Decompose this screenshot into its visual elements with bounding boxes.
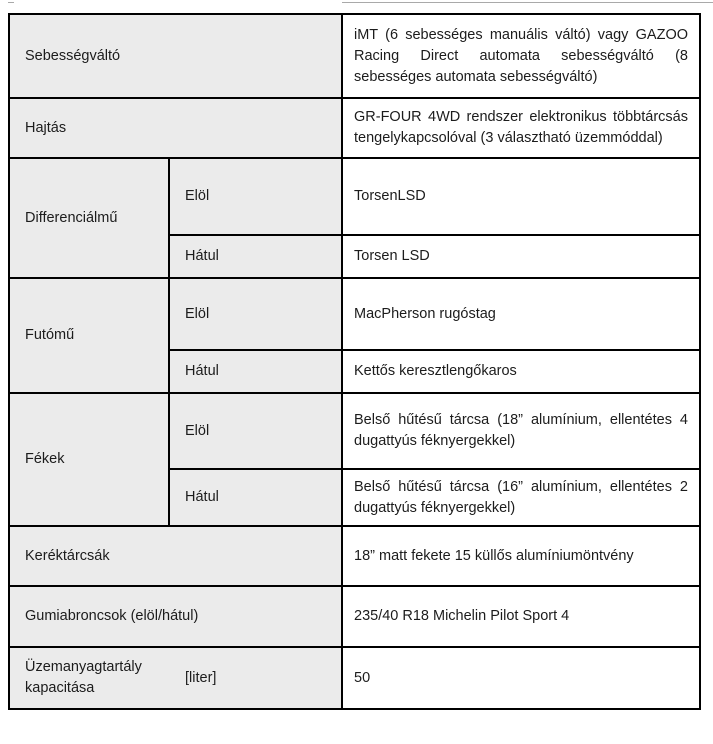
row-differential-front: [9, 158, 700, 235]
suspension-label-cell: Futómű: [9, 278, 169, 393]
differential-front-value-cell: TorsenLSD: [342, 158, 700, 235]
brakes-label-cell: Fékek: [9, 393, 169, 526]
vehicle-spec-table: [8, 13, 701, 710]
gearbox-value-cell: iMT (6 sebességes manuális váltó) vagy GAZOO Racing Direct automata sebességváltó (8 sebességes automata sebességváltó): [342, 14, 700, 98]
fuel-tank-unit: [liter]: [185, 669, 217, 686]
row-wheels: [9, 526, 700, 586]
tyres-label-cell: Gumiabroncsok (elöl/hátul): [9, 586, 342, 647]
gearbox-label-cell: Sebességváltó: [9, 14, 342, 98]
suspension-rear-value-cell: Kettős keresztlengőkaros: [342, 350, 700, 393]
brakes-rear-sublabel-cell: Hátul: [169, 469, 342, 526]
row-fuel-tank: [9, 647, 700, 709]
drivetrain-value-cell: GR-FOUR 4WD rendszer elektronikus többtárcsás tengelykapcsolóval (3 választható üzemmóddal): [342, 98, 700, 158]
fuel-tank-value-cell: 50: [342, 647, 700, 709]
row-tyres: [9, 586, 700, 647]
fuel-tank-label: Üzemanyagtartály kapacitása: [25, 659, 142, 696]
row-drivetrain: [9, 98, 700, 158]
drivetrain-label-cell: Hajtás: [9, 98, 342, 158]
row-gearbox: [9, 14, 700, 98]
differential-label-cell: Differenciálmű: [9, 158, 169, 278]
row-brakes-front: [9, 393, 700, 469]
suspension-front-sublabel-cell: Elöl: [169, 278, 342, 350]
crop-artifact-tick: [8, 2, 14, 3]
tyres-value-cell: 235/40 R18 Michelin Pilot Sport 4: [342, 586, 700, 647]
brakes-front-sublabel-cell: Elöl: [169, 393, 342, 469]
crop-artifact-line: [342, 2, 713, 3]
fuel-tank-label-group: [25, 657, 331, 699]
wheels-label-cell: Keréktárcsák: [9, 526, 342, 586]
fuel-tank-label-cell: [9, 647, 342, 709]
wheels-value-cell: 18” matt fekete 15 küllős alumíniumöntvény: [342, 526, 700, 586]
brakes-rear-value-cell: Belső hűtésű tárcsa (16” alumínium, ellentétes 2 dugattyús féknyergekkel): [342, 469, 700, 526]
differential-rear-sublabel-cell: Hátul: [169, 235, 342, 278]
row-suspension-front: [9, 278, 700, 350]
differential-rear-value-cell: Torsen LSD: [342, 235, 700, 278]
suspension-front-value-cell: MacPherson rugóstag: [342, 278, 700, 350]
brakes-front-value-cell: Belső hűtésű tárcsa (18” alumínium, ellentétes 4 dugattyús féknyergekkel): [342, 393, 700, 469]
differential-front-sublabel-cell: Elöl: [169, 158, 342, 235]
suspension-rear-sublabel-cell: Hátul: [169, 350, 342, 393]
